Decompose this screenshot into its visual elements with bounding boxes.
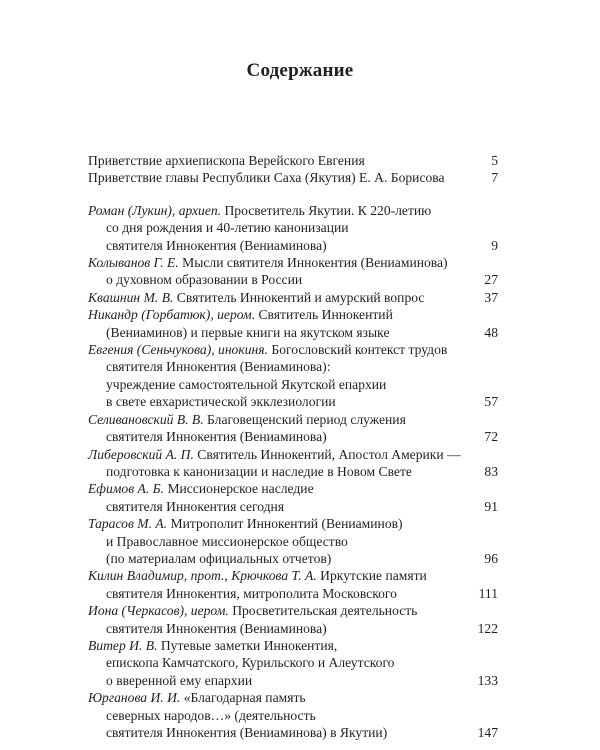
toc-entry-text: о вверенной ему епархии bbox=[106, 672, 253, 688]
toc-entry-first-line bbox=[88, 306, 498, 323]
toc-entry bbox=[88, 289, 498, 306]
toc-entry-text: «Благодарная память bbox=[180, 690, 306, 706]
toc-entry-first-line bbox=[88, 446, 498, 463]
toc-entry-continuation-line bbox=[88, 707, 498, 724]
toc-entry bbox=[88, 480, 498, 515]
toc-author: Либеровский А. П. bbox=[88, 446, 194, 462]
toc-author: Никандр (Горбатюк), иером. bbox=[88, 307, 256, 323]
toc-entry-continuation-line bbox=[88, 585, 498, 602]
toc-entry-first-line bbox=[88, 254, 498, 271]
toc-entry-text: святителя Иннокентия (Вениаминова) в Якутии) bbox=[106, 725, 388, 740]
toc-entry-continuation-line bbox=[88, 498, 498, 515]
toc-entry-text: святителя Иннокентия (Вениаминова) bbox=[106, 237, 327, 253]
toc-page-number: 27 bbox=[484, 272, 498, 288]
toc-author: Ефимов А. Б. bbox=[88, 481, 165, 497]
toc-page-number: 72 bbox=[484, 429, 498, 445]
toc-entry-continuation-line bbox=[88, 550, 498, 567]
toc-entry-first-line bbox=[88, 480, 498, 497]
toc-entry-text: святителя Иннокентия (Вениаминова): bbox=[106, 359, 331, 375]
toc-page-number: 91 bbox=[484, 498, 498, 514]
toc-entry-text: Иркутские памяти bbox=[316, 568, 427, 584]
toc-entry-first-line bbox=[88, 602, 498, 619]
toc-entry bbox=[88, 689, 498, 741]
toc-entry-text: Приветствие главы Республики Саха (Якутия) Е. А. Борисова bbox=[88, 170, 445, 186]
toc-entry-text: Святитель Иннокентий bbox=[255, 307, 393, 323]
toc-entry-first-line bbox=[88, 411, 498, 428]
toc-entry-first-line bbox=[88, 341, 498, 358]
toc-entry-continuation-line bbox=[88, 324, 498, 341]
toc-page-number: 96 bbox=[484, 550, 498, 566]
toc-entry-text: епископа Камчатского, Курильского и Алеутского bbox=[106, 655, 395, 671]
toc-author: Роман (Лукин), архиеп. bbox=[88, 202, 222, 218]
toc-entry-continuation-line bbox=[88, 654, 498, 671]
toc-entry-continuation-line bbox=[88, 358, 498, 375]
toc-author: Витер И. В. bbox=[88, 637, 158, 653]
toc-page-number: 5 bbox=[491, 153, 498, 168]
toc-entry-text: со дня рождения и 40-летию канонизации bbox=[106, 220, 349, 236]
toc-entry-continuation-line bbox=[88, 463, 498, 480]
toc-author: Килин Владимир, прот., Крючкова Т. А. bbox=[88, 568, 317, 584]
toc-entry-text: в свете евхаристической экклезиологии bbox=[106, 394, 336, 410]
toc-entry-text: Путевые заметки Иннокентия, bbox=[157, 637, 338, 653]
toc-entry-continuation-line bbox=[88, 376, 498, 393]
toc-entry bbox=[88, 169, 498, 186]
toc-entry-continuation-line bbox=[88, 393, 498, 410]
toc-entry-continuation-line bbox=[88, 724, 498, 741]
toc-author: Иона (Черкасов), иером. bbox=[88, 603, 229, 619]
toc-entry-continuation-line bbox=[88, 672, 498, 689]
toc-author: Евгения (Сеньчукова), инокиня. bbox=[88, 342, 268, 358]
toc-entry-text: Приветствие архиепископа Верейского Евгения bbox=[88, 153, 365, 168]
toc-entry-continuation-line bbox=[88, 271, 498, 288]
toc-entry-text: святителя Иннокентия, митрополита Московского bbox=[106, 585, 397, 601]
toc-entry-first-line bbox=[88, 152, 498, 169]
toc-entry-text: учреждение самостоятельной Якутской епархии bbox=[106, 376, 387, 392]
toc-page-number: 57 bbox=[484, 394, 498, 410]
toc-entry-text: Миссионерское наследие bbox=[164, 481, 314, 497]
toc-entry bbox=[88, 306, 498, 341]
toc-entry-first-line bbox=[88, 567, 498, 584]
toc-entry-first-line bbox=[88, 637, 498, 654]
toc-entry-text: Митрополит Иннокентий (Вениаминов) bbox=[167, 516, 403, 532]
toc-entry bbox=[88, 446, 498, 481]
toc-author: Колыванов Г. Е. bbox=[88, 255, 179, 271]
toc-entry-continuation-line bbox=[88, 237, 498, 254]
toc-page-number: 122 bbox=[477, 620, 498, 636]
page-title: Содержание bbox=[246, 60, 354, 81]
toc-page-number: 7 bbox=[491, 170, 498, 186]
table-of-contents bbox=[88, 152, 498, 741]
toc-page-number: 133 bbox=[477, 672, 498, 688]
toc-entry-text: подготовка к канонизации и наследие в Новом Свете bbox=[106, 463, 412, 479]
toc-entry-continuation-line bbox=[88, 428, 498, 445]
toc-entry bbox=[88, 152, 498, 169]
toc-entry bbox=[88, 567, 498, 602]
toc-entry-first-line bbox=[88, 202, 498, 219]
toc-entry-text: и Православное миссионерское общество bbox=[106, 533, 348, 549]
toc-entry-text: святителя Иннокентия (Вениаминова) bbox=[106, 620, 327, 636]
toc-page-number: 48 bbox=[484, 324, 498, 340]
toc-author: Юрганова И. И. bbox=[88, 690, 181, 706]
toc-author: Селивановский В. В. bbox=[88, 411, 204, 427]
toc-page-number: 147 bbox=[477, 725, 498, 740]
toc-entry-text: (по материалам официальных отчетов) bbox=[106, 550, 332, 566]
toc-entry-text: святителя Иннокентия сегодня bbox=[106, 498, 285, 514]
toc-entry bbox=[88, 602, 498, 637]
toc-entry bbox=[88, 254, 498, 289]
toc-entry bbox=[88, 515, 498, 567]
toc-entry-continuation-line bbox=[88, 219, 498, 236]
toc-entry-text: Благовещенский период служения bbox=[203, 411, 406, 427]
toc-entry-text: Просветительская деятельность bbox=[228, 603, 418, 619]
toc-entry bbox=[88, 202, 498, 254]
toc-page-number: 83 bbox=[484, 463, 498, 479]
toc-entry-text: святителя Иннокентия (Вениаминова) bbox=[106, 429, 327, 445]
toc-entry-text: Мысли святителя Иннокентия (Вениаминова) bbox=[178, 255, 448, 271]
toc-entry-continuation-line bbox=[88, 620, 498, 637]
toc-entry bbox=[88, 411, 498, 446]
toc-entry-continuation-line bbox=[88, 533, 498, 550]
toc-entry-text: северных народов…» (деятельность bbox=[106, 707, 316, 723]
toc-entry-first-line bbox=[88, 689, 498, 706]
toc-author: Тарасов М. А. bbox=[88, 516, 168, 532]
toc-entry-first-line bbox=[88, 289, 498, 306]
toc-entry-first-line bbox=[88, 169, 498, 186]
toc-entry-text: Святитель Иннокентий и амурский вопрос bbox=[173, 289, 425, 305]
toc-entry-text: (Вениаминов) и первые книги на якутском языке bbox=[106, 324, 390, 340]
toc-entry-text: Богословский контекст трудов bbox=[267, 342, 448, 358]
toc-author: Квашнин М. В. bbox=[88, 289, 174, 305]
toc-page-number: 111 bbox=[478, 585, 498, 601]
toc-entry-text: Святитель Иннокентий, Апостол Америки — bbox=[193, 446, 461, 462]
toc-page-number: 37 bbox=[484, 289, 498, 305]
toc-entry bbox=[88, 637, 498, 689]
toc-entry-text: Просветитель Якутии. К 220-летию bbox=[221, 202, 432, 218]
toc-entry bbox=[88, 341, 498, 411]
toc-entry-text: о духовном образовании в России bbox=[106, 272, 303, 288]
toc-entry-first-line bbox=[88, 515, 498, 532]
toc-page-number: 9 bbox=[491, 237, 498, 253]
